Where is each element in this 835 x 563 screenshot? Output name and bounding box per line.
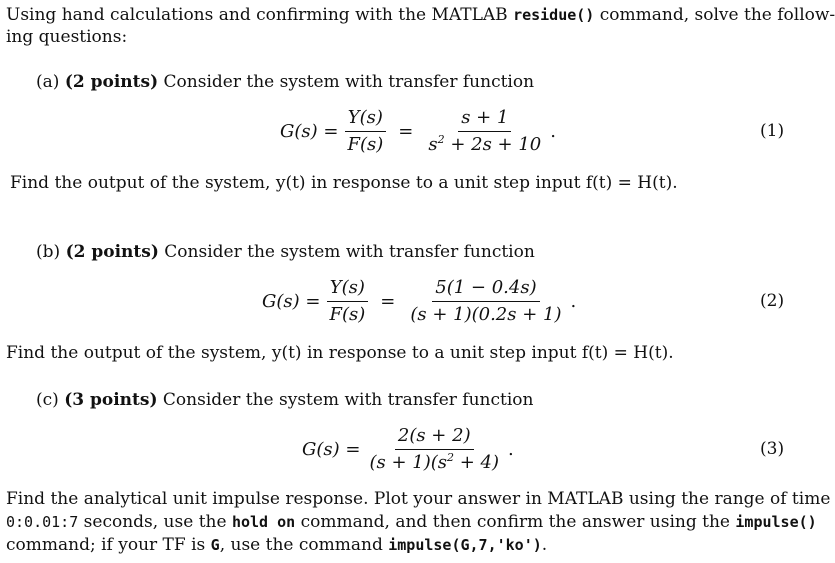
code-hold-on: hold on	[231, 513, 296, 531]
part-a-label: (a)	[36, 72, 60, 92]
eq1-frac2-denominator: $s^2 + 2s + 10$	[428, 133, 542, 155]
part-b-question: Find the output of the system, y(t) in response to a unit step input f(t) = H(t).	[6, 343, 674, 363]
eq1-frac1-numerator: Y(s)	[345, 108, 386, 132]
eq3-fraction	[366, 426, 502, 473]
intro-line-1	[6, 4, 835, 26]
eq3-denominator: $(s + 1)(s^2 + 4)$	[369, 451, 499, 473]
part-c-label: (c)	[36, 390, 59, 410]
eq1-fraction-1	[344, 108, 386, 155]
eq-number-3: (3)	[760, 439, 785, 459]
part-c-header	[36, 389, 533, 411]
part-c-question-1: Find the analytical unit impulse response. Plot your answer in MATLAB using the range of time	[6, 489, 831, 509]
intro-text-end: command, solve the follow-	[594, 5, 835, 25]
part-b-header	[36, 241, 535, 263]
eq3-numerator: 2(s + 2)	[395, 426, 474, 450]
eq2-lhs: G(s) =	[262, 291, 321, 312]
eq-number-2: (2)	[760, 291, 785, 311]
eq1-fraction-2	[425, 108, 544, 155]
eq2-fraction-2	[407, 278, 564, 325]
code-impulse: impulse()	[735, 513, 817, 531]
intro-line-2	[6, 26, 127, 48]
intro-text: Using hand calculations and confirming with the MATLAB	[6, 5, 514, 25]
eq1-frac1-denominator: F(s)	[347, 134, 384, 155]
code-impulse-command: impulse(G,7,'ko')	[388, 536, 542, 554]
equation-3: G(s) = $\frac{2(s + 2)}{(s + 1)(s^2 + 4)}$ .	[302, 425, 514, 473]
part-c-prompt: Consider the system with transfer function	[162, 390, 534, 410]
part-a-header	[36, 71, 534, 93]
part-a-question: Find the output of the system, y(t) in response to a unit step input f(t) = H(t).	[10, 173, 678, 193]
part-b-label: (b)	[36, 242, 61, 262]
eq2-frac2-numerator: 5(1 − 0.4s)	[432, 278, 539, 302]
part-b-points: (2 points)	[65, 242, 159, 262]
eq2-frac2-denominator: (s + 1)(0.2s + 1)	[410, 304, 562, 325]
code-g: G	[210, 536, 220, 554]
part-a-points: (2 points)	[64, 72, 159, 92]
equation-2: G(s) = $\frac{Y(s)}{F(s)}$ = $\frac{5(1 - 0.4s)}{(s + 1)(0.2s + 1)}$ .	[262, 277, 577, 325]
eq3-lhs: G(s) =	[302, 439, 361, 460]
code-residue: residue()	[513, 6, 595, 24]
part-b-prompt: Consider the system with transfer function	[164, 242, 535, 262]
part-a-prompt: Consider the system with transfer function	[163, 72, 535, 92]
equation-1: G(s) = $\frac{Y(s)}{F(s)}$ = $\frac{s + 1}{s^2 + 2s + 10}$ .	[280, 107, 556, 155]
intro-text-2: ing questions:	[6, 27, 128, 47]
eq1-lhs: G(s) =	[280, 121, 339, 142]
eq2-frac1-denominator: F(s)	[329, 304, 366, 325]
eq2-fraction-1	[326, 278, 368, 325]
eq-number-1: (1)	[760, 121, 785, 141]
eq2-frac1-numerator: Y(s)	[327, 278, 368, 302]
part-c-question-2: 0:0.01:7 seconds, use the hold on command, and then confirm the answer using the impulse()	[6, 512, 817, 532]
eq1-frac2-numerator: s + 1	[458, 108, 511, 132]
part-c-points: (3 points)	[64, 390, 158, 410]
code-time-range: 0:0.01:7	[6, 513, 79, 531]
part-c-question-3: command; if your TF is G, use the command impulse(G,7,'ko').	[6, 535, 548, 555]
